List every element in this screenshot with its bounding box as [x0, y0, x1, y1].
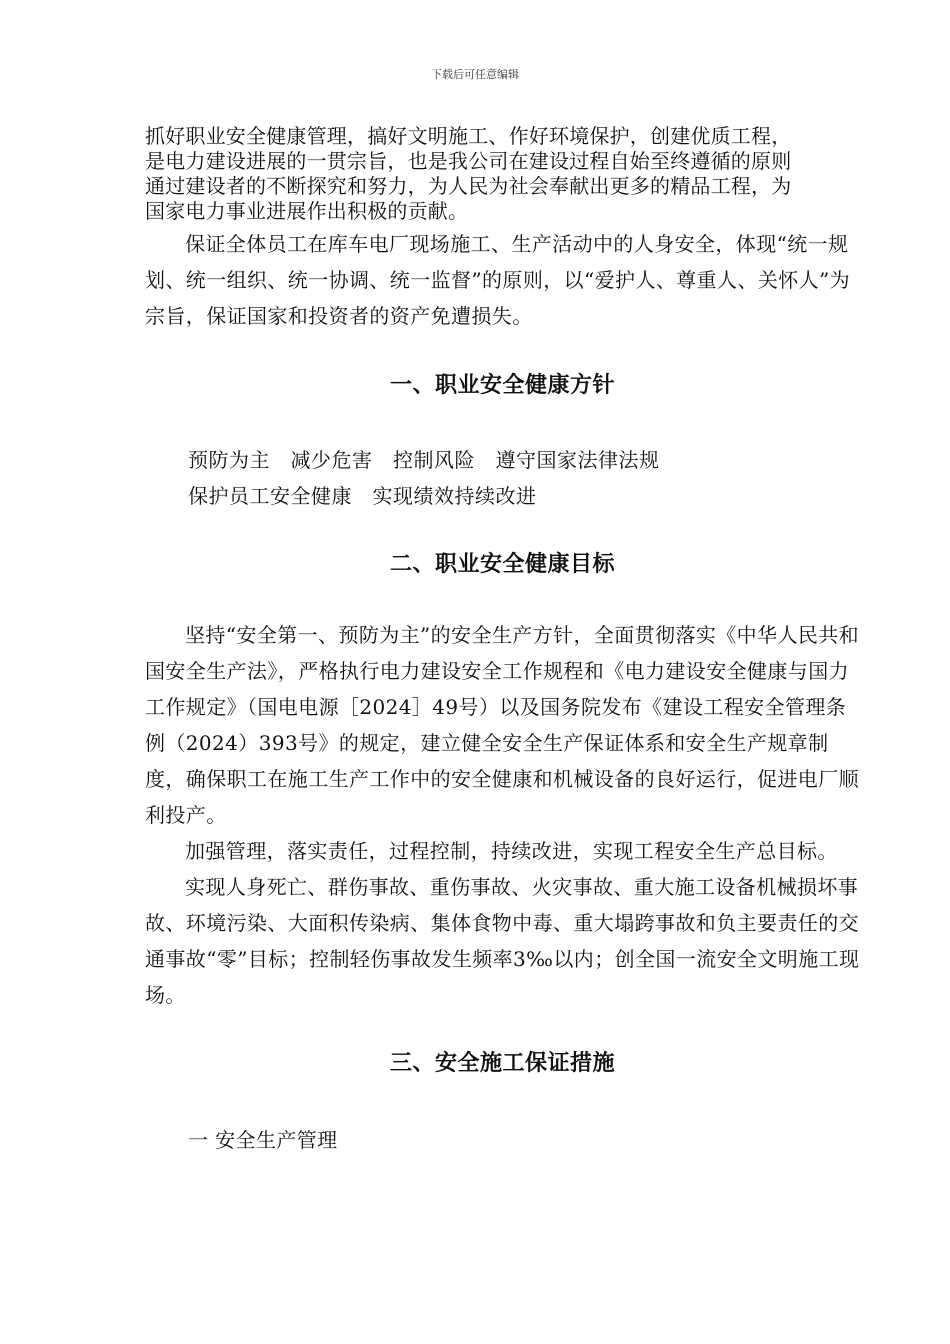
intro-line: 是电力建设进展的一贯宗旨，也是我公司在建设过程自始至终遵循的原则 [145, 149, 792, 173]
policy-line-2: 保护员工安全健康 实现绩效持续改进 [188, 484, 537, 508]
section-2-paragraph-1: 坚持“安全第一、预防为主”的安全生产方针，全面贯彻落实《中华人民共和国安全生产法》，严格执行电力建设安全工作规程和《电力建设安全健康与国力工作规定》（国电电源［2024］49号）以及国务院发布《建设工程安全管理条例（2024）393号》的规定，建立健全安全生产保证体系和安全生产规章制度，确保职工在施工生产工作中的安全健康和机械设备的良好运行，促进电厂顺利投产。 [145, 623, 860, 827]
intro-line: 抓好职业安全健康管理，搞好文明施工、作好环境保护，创建优质工程， [145, 124, 792, 148]
intro-line: 通过建设者的不断探究和努力，为人民为社会奉献出更多的精品工程，为 [145, 174, 792, 198]
intro-line: 国家电力事业进展作出积极的贡献。 [145, 199, 469, 223]
section-2-paragraph-2: 加强管理，落实责任，过程控制，持续改进，实现工程安全生产总目标。 [185, 839, 838, 863]
intro-paragraph-2: 保证全体员工在库车电厂现场施工、生产活动中的人身安全，体现“统一规划、统一组织、统一协调、统一监督”的原则，以“爱护人、尊重人、关怀人”为宗旨，保证国家和投资者的资产免遭损失。 [145, 232, 851, 328]
section-2-title: 二、职业安全健康目标 [389, 552, 615, 577]
section-2-paragraph-3: 实现人身死亡、群伤事故、重伤事故、火灾事故、重大施工设备机械损坏事故、环境污染、大面积传染病、集体食物中毒、重大塌跨事故和负主要责任的交通事故“零”目标；控制轻伤事故发生频率3‰以内；创全国一流安全文明施工现场。 [145, 875, 860, 1007]
intro-paragraph [145, 124, 860, 224]
section-1-title: 一、职业安全健康方针 [389, 373, 615, 398]
section-3-title: 三、安全施工保证措施 [389, 1051, 615, 1076]
section-3-item-1: 一 安全生产管理 [188, 1128, 338, 1152]
document-body [145, 124, 860, 1158]
policy-line-1: 预防为主 减少危害 控制风险 遵守国家法律法规 [188, 448, 660, 472]
page-header-note: 下载后可任意编辑 [431, 68, 519, 81]
